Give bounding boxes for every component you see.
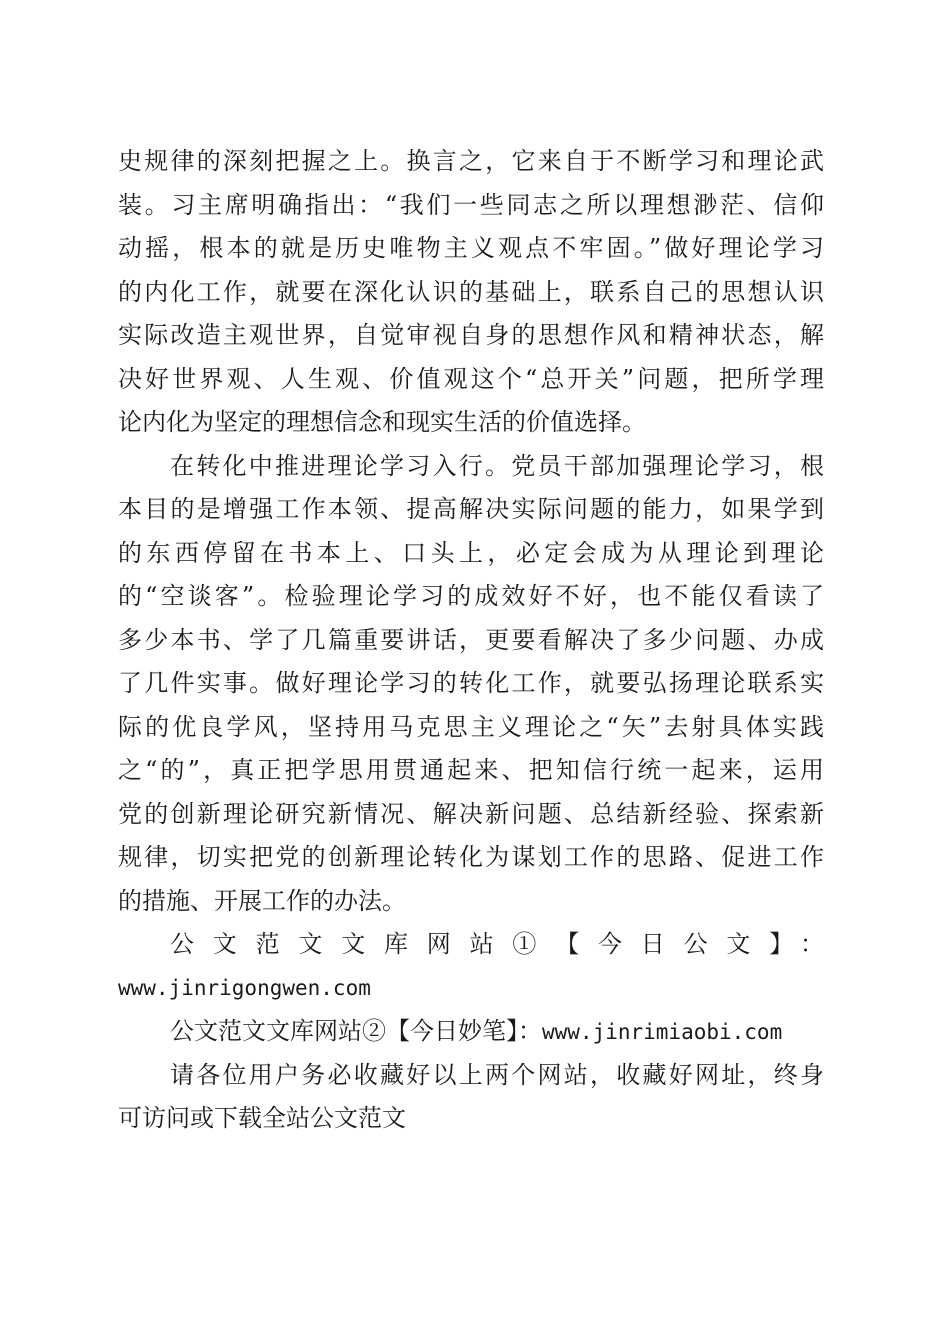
- notice-line: 请各位用户务必收藏好以上两个网站，收藏好网址，终身: [170, 1060, 824, 1089]
- text-line: 规律，切实把党的创新理论转化为谋划工作的思路、促进工作: [118, 843, 824, 871]
- site-1-label: 公文范文文库网站①【今日公文】：: [170, 930, 824, 958]
- text-line: 本目的是增强工作本领、提高解决实际问题的能力，如果学到: [118, 495, 824, 523]
- site-2-line: [118, 1010, 824, 1054]
- text-line: 了几件实事。做好理论学习的转化工作，就要弘扬理论联系实: [118, 669, 824, 697]
- text-line: 之“的”，真正把学思用贯通起来、把知信行统一起来，运用: [118, 756, 824, 784]
- notice-line: 可访问或下载全站公文范文: [118, 1104, 406, 1132]
- text-line: 决好世界观、人生观、价值观这个“总开关”问题，把所学理: [118, 364, 824, 393]
- text-line: 的东西停留在书本上、口头上，必定会成为从理论到理论: [118, 538, 824, 567]
- document-body: [118, 140, 824, 1141]
- text-line: 动摇，根本的就是历史唯物主义观点不牢固。”做好理论学习: [118, 234, 824, 262]
- paragraph-1: [118, 140, 824, 445]
- text-line: 的“空谈客”。检验理论学习的成效好不好，也不能仅看读了: [118, 582, 824, 610]
- text-line: 际的优良学风，坚持用马克思主义理论之“矢”去射具体实践: [118, 712, 824, 741]
- site-links-footer: [118, 923, 824, 1141]
- site-2-url[interactable]: www.jinrimiaobi.com: [542, 1020, 783, 1044]
- text-line: 党的创新理论研究新情况、解决新问题、总结新经验、探索新: [118, 799, 824, 828]
- text-line: 论内化为坚定的理想信念和现实生活的价值选择。: [118, 408, 646, 436]
- text-line: 装。习主席明确指出：“我们一些同志之所以理想渺茫、信仰: [118, 190, 824, 219]
- site-2-label: 公文范文文库网站②【今日妙笔】：: [170, 1017, 542, 1045]
- paragraph-2: [118, 445, 824, 924]
- text-line: 的措施、开展工作的办法。: [118, 886, 406, 915]
- text-line: 的内化工作，就要在深化认识的基础上，联系自己的思想认识: [118, 277, 824, 306]
- text-line: 实际改造主观世界，自觉审视自身的思想作风和精神状态，解: [118, 321, 824, 349]
- text-line: 多少本书、学了几篇重要讲话，更要看解决了多少问题、办成: [118, 625, 824, 654]
- text-line: 在转化中推进理论学习入行。党员干部加强理论学习，根: [170, 451, 824, 480]
- text-line: 史规律的深刻把握之上。换言之，它来自于不断学习和理论武: [118, 147, 824, 175]
- site-1-url[interactable]: www.jinrigongwen.com: [118, 975, 371, 1000]
